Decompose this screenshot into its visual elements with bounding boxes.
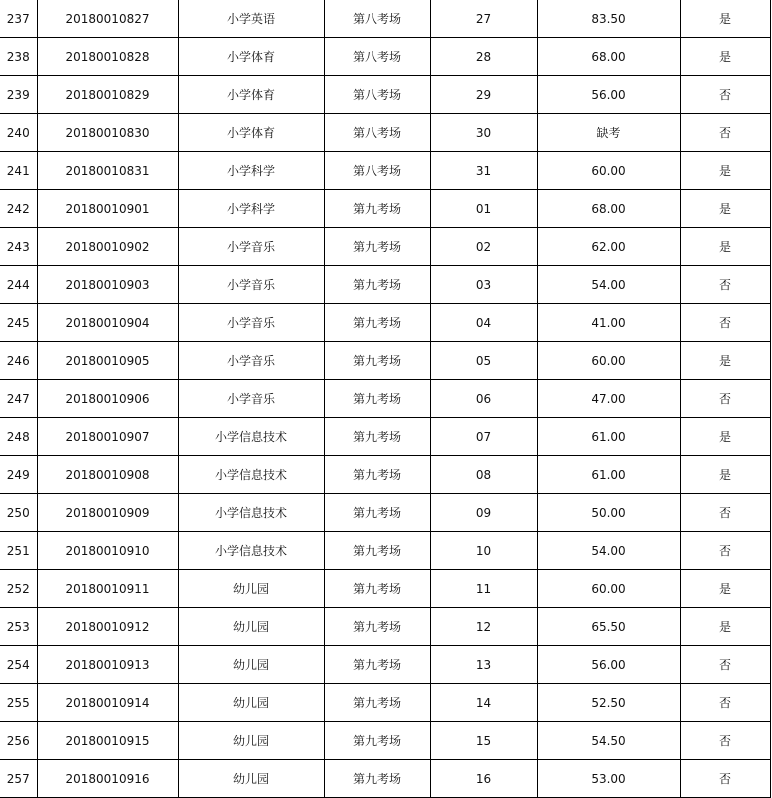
table-row [0, 190, 770, 228]
qualified-cell: 是 [680, 190, 770, 228]
subject-cell: 幼儿园 [178, 760, 324, 798]
seat-number-cell: 04 [430, 304, 537, 342]
row-index-cell: 245 [0, 304, 37, 342]
venue-cell: 第九考场 [324, 304, 430, 342]
subject-cell: 幼儿园 [178, 608, 324, 646]
venue-cell: 第九考场 [324, 342, 430, 380]
seat-number-cell: 09 [430, 494, 537, 532]
seat-number-cell: 16 [430, 760, 537, 798]
venue-cell: 第八考场 [324, 0, 430, 38]
qualified-cell: 是 [680, 228, 770, 266]
table-row [0, 722, 770, 760]
exam-id-cell: 20180010914 [37, 684, 178, 722]
seat-number-cell: 06 [430, 380, 537, 418]
seat-number-cell: 13 [430, 646, 537, 684]
table-row [0, 646, 770, 684]
table-row [0, 380, 770, 418]
exam-id-cell: 20180010906 [37, 380, 178, 418]
seat-number-cell: 12 [430, 608, 537, 646]
exam-id-cell: 20180010916 [37, 760, 178, 798]
row-index-cell: 241 [0, 152, 37, 190]
exam-id-cell: 20180010905 [37, 342, 178, 380]
qualified-cell: 是 [680, 152, 770, 190]
table-row [0, 152, 770, 190]
subject-cell: 小学体育 [178, 38, 324, 76]
qualified-cell: 否 [680, 722, 770, 760]
table-row [0, 760, 770, 798]
exam-id-cell: 20180010903 [37, 266, 178, 304]
subject-cell: 幼儿园 [178, 570, 324, 608]
venue-cell: 第九考场 [324, 608, 430, 646]
score-cell: 50.00 [537, 494, 680, 532]
score-cell: 62.00 [537, 228, 680, 266]
score-cell: 83.50 [537, 0, 680, 38]
seat-number-cell: 28 [430, 38, 537, 76]
score-cell: 56.00 [537, 646, 680, 684]
seat-number-cell: 14 [430, 684, 537, 722]
venue-cell: 第九考场 [324, 532, 430, 570]
score-cell: 68.00 [537, 190, 680, 228]
subject-cell: 小学科学 [178, 152, 324, 190]
exam-id-cell: 20180010913 [37, 646, 178, 684]
seat-number-cell: 27 [430, 0, 537, 38]
exam-id-cell: 20180010902 [37, 228, 178, 266]
seat-number-cell: 08 [430, 456, 537, 494]
score-cell: 缺考 [537, 114, 680, 152]
qualified-cell: 否 [680, 494, 770, 532]
seat-number-cell: 02 [430, 228, 537, 266]
subject-cell: 小学音乐 [178, 266, 324, 304]
venue-cell: 第九考场 [324, 760, 430, 798]
table-row [0, 228, 770, 266]
score-cell: 61.00 [537, 418, 680, 456]
exam-id-cell: 20180010907 [37, 418, 178, 456]
table-row [0, 532, 770, 570]
row-index-cell: 247 [0, 380, 37, 418]
score-cell: 65.50 [537, 608, 680, 646]
score-cell: 53.00 [537, 760, 680, 798]
subject-cell: 幼儿园 [178, 646, 324, 684]
table-row [0, 418, 770, 456]
row-index-cell: 254 [0, 646, 37, 684]
seat-number-cell: 03 [430, 266, 537, 304]
exam-id-cell: 20180010829 [37, 76, 178, 114]
venue-cell: 第九考场 [324, 684, 430, 722]
score-cell: 56.00 [537, 76, 680, 114]
row-index-cell: 251 [0, 532, 37, 570]
score-cell: 60.00 [537, 342, 680, 380]
venue-cell: 第九考场 [324, 646, 430, 684]
subject-cell: 小学音乐 [178, 228, 324, 266]
subject-cell: 小学信息技术 [178, 494, 324, 532]
score-cell: 60.00 [537, 152, 680, 190]
table-row [0, 114, 770, 152]
row-index-cell: 252 [0, 570, 37, 608]
table-row [0, 38, 770, 76]
venue-cell: 第九考场 [324, 228, 430, 266]
subject-cell: 小学信息技术 [178, 418, 324, 456]
subject-cell: 小学音乐 [178, 304, 324, 342]
row-index-cell: 250 [0, 494, 37, 532]
venue-cell: 第九考场 [324, 418, 430, 456]
subject-cell: 小学科学 [178, 190, 324, 228]
exam-id-cell: 20180010909 [37, 494, 178, 532]
row-index-cell: 244 [0, 266, 37, 304]
qualified-cell: 否 [680, 380, 770, 418]
row-index-cell: 242 [0, 190, 37, 228]
subject-cell: 小学英语 [178, 0, 324, 38]
seat-number-cell: 10 [430, 532, 537, 570]
qualified-cell: 否 [680, 304, 770, 342]
subject-cell: 小学体育 [178, 114, 324, 152]
table-row [0, 266, 770, 304]
row-index-cell: 248 [0, 418, 37, 456]
exam-id-cell: 20180010827 [37, 0, 178, 38]
seat-number-cell: 01 [430, 190, 537, 228]
seat-number-cell: 31 [430, 152, 537, 190]
seat-number-cell: 07 [430, 418, 537, 456]
venue-cell: 第九考场 [324, 570, 430, 608]
qualified-cell: 是 [680, 570, 770, 608]
seat-number-cell: 05 [430, 342, 537, 380]
row-index-cell: 249 [0, 456, 37, 494]
subject-cell: 幼儿园 [178, 722, 324, 760]
qualified-cell: 否 [680, 532, 770, 570]
qualified-cell: 否 [680, 266, 770, 304]
table-row [0, 76, 770, 114]
exam-id-cell: 20180010828 [37, 38, 178, 76]
score-cell: 52.50 [537, 684, 680, 722]
score-cell: 61.00 [537, 456, 680, 494]
row-index-cell: 238 [0, 38, 37, 76]
score-cell: 41.00 [537, 304, 680, 342]
exam-id-cell: 20180010831 [37, 152, 178, 190]
venue-cell: 第八考场 [324, 38, 430, 76]
table-row [0, 456, 770, 494]
table-row [0, 494, 770, 532]
qualified-cell: 否 [680, 684, 770, 722]
score-cell: 68.00 [537, 38, 680, 76]
venue-cell: 第八考场 [324, 152, 430, 190]
subject-cell: 幼儿园 [178, 684, 324, 722]
table-row [0, 570, 770, 608]
qualified-cell: 否 [680, 76, 770, 114]
table-row [0, 342, 770, 380]
qualified-cell: 是 [680, 608, 770, 646]
row-index-cell: 257 [0, 760, 37, 798]
exam-id-cell: 20180010908 [37, 456, 178, 494]
exam-id-cell: 20180010911 [37, 570, 178, 608]
qualified-cell: 是 [680, 342, 770, 380]
qualified-cell: 是 [680, 0, 770, 38]
table-row [0, 608, 770, 646]
qualified-cell: 是 [680, 456, 770, 494]
table-row [0, 684, 770, 722]
row-index-cell: 243 [0, 228, 37, 266]
seat-number-cell: 30 [430, 114, 537, 152]
venue-cell: 第九考场 [324, 266, 430, 304]
venue-cell: 第九考场 [324, 190, 430, 228]
venue-cell: 第九考场 [324, 494, 430, 532]
score-cell: 54.00 [537, 532, 680, 570]
row-index-cell: 240 [0, 114, 37, 152]
venue-cell: 第九考场 [324, 456, 430, 494]
row-index-cell: 255 [0, 684, 37, 722]
qualified-cell: 否 [680, 646, 770, 684]
qualified-cell: 否 [680, 114, 770, 152]
row-index-cell: 239 [0, 76, 37, 114]
exam-id-cell: 20180010830 [37, 114, 178, 152]
venue-cell: 第八考场 [324, 114, 430, 152]
qualified-cell: 是 [680, 418, 770, 456]
score-cell: 54.50 [537, 722, 680, 760]
qualified-cell: 否 [680, 760, 770, 798]
seat-number-cell: 15 [430, 722, 537, 760]
exam-id-cell: 20180010904 [37, 304, 178, 342]
exam-id-cell: 20180010910 [37, 532, 178, 570]
row-index-cell: 246 [0, 342, 37, 380]
row-index-cell: 237 [0, 0, 37, 38]
table-row [0, 0, 770, 38]
exam-id-cell: 20180010915 [37, 722, 178, 760]
row-index-cell: 253 [0, 608, 37, 646]
subject-cell: 小学音乐 [178, 342, 324, 380]
row-index-cell: 256 [0, 722, 37, 760]
subject-cell: 小学体育 [178, 76, 324, 114]
qualified-cell: 是 [680, 38, 770, 76]
seat-number-cell: 11 [430, 570, 537, 608]
score-cell: 54.00 [537, 266, 680, 304]
venue-cell: 第九考场 [324, 380, 430, 418]
subject-cell: 小学信息技术 [178, 456, 324, 494]
score-cell: 47.00 [537, 380, 680, 418]
score-cell: 60.00 [537, 570, 680, 608]
subject-cell: 小学信息技术 [178, 532, 324, 570]
seat-number-cell: 29 [430, 76, 537, 114]
table-row [0, 304, 770, 342]
venue-cell: 第九考场 [324, 722, 430, 760]
subject-cell: 小学音乐 [178, 380, 324, 418]
exam-id-cell: 20180010912 [37, 608, 178, 646]
venue-cell: 第八考场 [324, 76, 430, 114]
exam-id-cell: 20180010901 [37, 190, 178, 228]
